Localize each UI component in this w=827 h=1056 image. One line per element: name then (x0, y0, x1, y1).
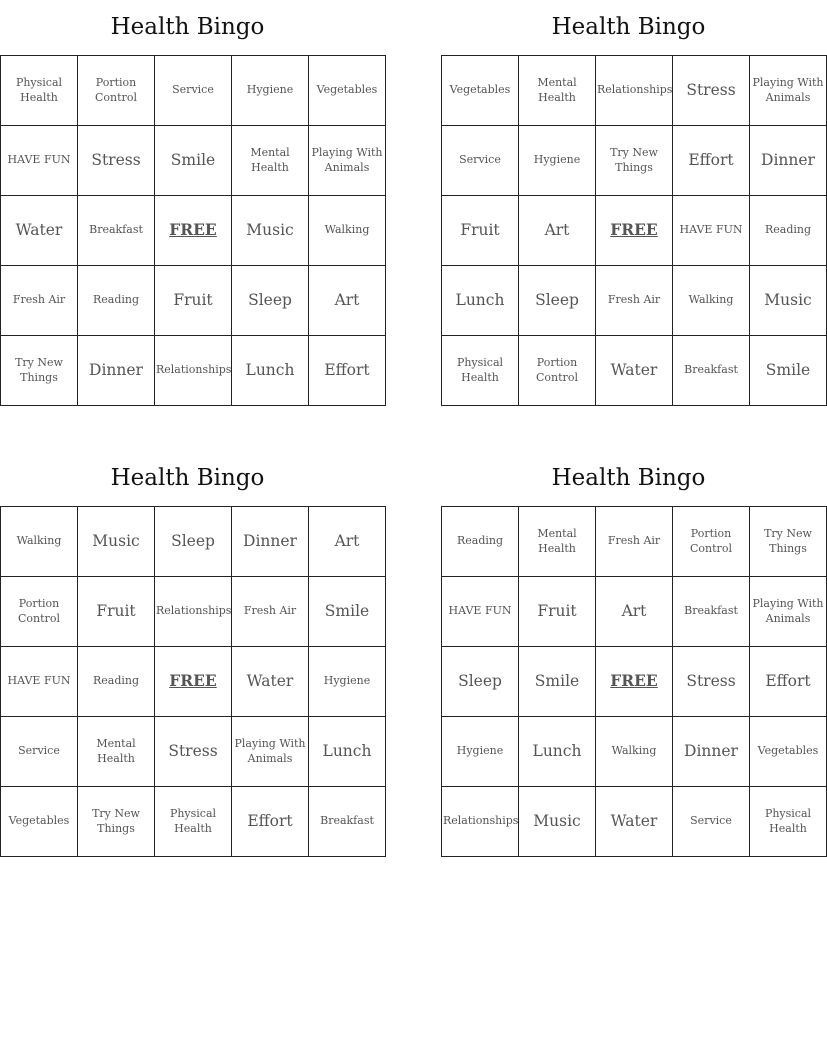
bingo-cell: Walking (596, 717, 673, 787)
bingo-cell: Music (750, 266, 827, 336)
bingo-cell: Hygiene (442, 717, 519, 787)
grid-row (1, 577, 386, 647)
bingo-cell: Fresh Air (232, 577, 309, 647)
bingo-cell: Music (78, 507, 155, 577)
bingo-cell: Try New Things (78, 787, 155, 857)
bingo-cell: HAVE FUN (1, 126, 78, 196)
bingo-cell: Sleep (442, 647, 519, 717)
card-title: Health Bingo (110, 465, 265, 491)
bingo-cell: Music (232, 196, 309, 266)
bingo-cell: Lunch (519, 717, 596, 787)
bingo-cell: Try New Things (1, 336, 78, 406)
free-space: FREE (596, 196, 673, 266)
bingo-cell: Lunch (442, 266, 519, 336)
grid-row (442, 126, 827, 196)
grid-row (1, 196, 386, 266)
bingo-cell: Relationships (442, 787, 519, 857)
bingo-cell: Fresh Air (596, 507, 673, 577)
bingo-cell: Water (1, 196, 78, 266)
grid-row (1, 126, 386, 196)
bingo-cell: Fruit (519, 577, 596, 647)
grid-row (1, 717, 386, 787)
grid-row (442, 577, 827, 647)
bingo-cell: Portion Control (673, 507, 750, 577)
bingo-cell: Walking (309, 196, 386, 266)
grid-row (442, 787, 827, 857)
bingo-cell: Effort (750, 647, 827, 717)
grid-row (442, 56, 827, 126)
bingo-cell: Relationships (596, 56, 673, 126)
bingo-cell: Physical Health (442, 336, 519, 406)
bingo-cell: Reading (750, 196, 827, 266)
card-title: Health Bingo (110, 14, 265, 40)
bingo-cell: Playing With Animals (309, 126, 386, 196)
bingo-cell: Fresh Air (596, 266, 673, 336)
bingo-cell: Water (596, 787, 673, 857)
free-space: FREE (596, 647, 673, 717)
bingo-cell: Effort (232, 787, 309, 857)
bingo-cell: Music (519, 787, 596, 857)
grid-row (442, 196, 827, 266)
grid-row (1, 336, 386, 406)
bingo-cell: Dinner (78, 336, 155, 406)
bingo-cell: Portion Control (519, 336, 596, 406)
bingo-cell: Portion Control (78, 56, 155, 126)
bingo-card-4 (441, 451, 824, 857)
bingo-cell: Breakfast (673, 577, 750, 647)
bingo-cell: Mental Health (232, 126, 309, 196)
bingo-cell: Walking (1, 507, 78, 577)
bingo-cell: Hygiene (309, 647, 386, 717)
bingo-cell: Relationships (155, 336, 232, 406)
bingo-cell: Service (442, 126, 519, 196)
bingo-cell: Playing With Animals (750, 577, 827, 647)
bingo-cell: Stress (155, 717, 232, 787)
bingo-cell: Mental Health (519, 56, 596, 126)
bingo-cell: HAVE FUN (1, 647, 78, 717)
bingo-cell: Physical Health (155, 787, 232, 857)
bingo-grid (0, 55, 386, 406)
bingo-cell: Mental Health (519, 507, 596, 577)
bingo-cell: Vegetables (750, 717, 827, 787)
bingo-cell: Hygiene (232, 56, 309, 126)
grid-row (442, 717, 827, 787)
bingo-cell: Breakfast (78, 196, 155, 266)
bingo-cell: Art (309, 507, 386, 577)
card-title: Health Bingo (551, 14, 706, 40)
bingo-cell: Art (519, 196, 596, 266)
bingo-cell: Service (155, 56, 232, 126)
bingo-cell: Stress (78, 126, 155, 196)
bingo-cell: Sleep (155, 507, 232, 577)
bingo-cell: Fruit (155, 266, 232, 336)
bingo-cell: Walking (673, 266, 750, 336)
grid-row (1, 56, 386, 126)
bingo-cell: Stress (673, 56, 750, 126)
bingo-cell: Try New Things (596, 126, 673, 196)
bingo-cell: Service (673, 787, 750, 857)
bingo-cell: Physical Health (1, 56, 78, 126)
grid-row (1, 266, 386, 336)
bingo-cell: Smile (155, 126, 232, 196)
free-space: FREE (155, 647, 232, 717)
bingo-cell: Dinner (232, 507, 309, 577)
bingo-cell: Effort (673, 126, 750, 196)
grid-row (1, 787, 386, 857)
bingo-cell: Smile (309, 577, 386, 647)
bingo-cell: Dinner (673, 717, 750, 787)
bingo-cell: Breakfast (309, 787, 386, 857)
bingo-grid (0, 506, 386, 857)
grid-row (442, 336, 827, 406)
bingo-cell: Reading (78, 647, 155, 717)
bingo-cell: Smile (750, 336, 827, 406)
bingo-cell: HAVE FUN (673, 196, 750, 266)
bingo-cell: Stress (673, 647, 750, 717)
bingo-cell: Playing With Animals (232, 717, 309, 787)
bingo-cell: Fruit (442, 196, 519, 266)
bingo-cell: Water (596, 336, 673, 406)
bingo-cell: Reading (442, 507, 519, 577)
bingo-cell: HAVE FUN (442, 577, 519, 647)
bingo-cell: Lunch (232, 336, 309, 406)
card-title: Health Bingo (551, 465, 706, 491)
bingo-cell: Art (309, 266, 386, 336)
grid-row (1, 647, 386, 717)
bingo-cell: Fresh Air (1, 266, 78, 336)
bingo-card-2 (441, 0, 824, 406)
bingo-cell: Art (596, 577, 673, 647)
bingo-card-3 (0, 451, 375, 857)
bingo-cell: Playing With Animals (750, 56, 827, 126)
bingo-cell: Service (1, 717, 78, 787)
bingo-grid (441, 506, 827, 857)
grid-row (1, 507, 386, 577)
bingo-cell: Effort (309, 336, 386, 406)
bingo-cell: Try New Things (750, 507, 827, 577)
bingo-cell: Relationships (155, 577, 232, 647)
bingo-cell: Fruit (78, 577, 155, 647)
bingo-grid (441, 55, 827, 406)
bingo-card-1 (0, 0, 383, 406)
bingo-cell: Vegetables (1, 787, 78, 857)
bingo-cell: Hygiene (519, 126, 596, 196)
bingo-cell: Smile (519, 647, 596, 717)
bingo-cell: Portion Control (1, 577, 78, 647)
bingo-cell: Vegetables (442, 56, 519, 126)
bingo-cell: Mental Health (78, 717, 155, 787)
bingo-cell: Physical Health (750, 787, 827, 857)
bingo-cell: Dinner (750, 126, 827, 196)
bingo-cell: Reading (78, 266, 155, 336)
bingo-cell: Sleep (232, 266, 309, 336)
bingo-cell: Vegetables (309, 56, 386, 126)
grid-row (442, 507, 827, 577)
bingo-cell: Sleep (519, 266, 596, 336)
free-space: FREE (155, 196, 232, 266)
bingo-cell: Breakfast (673, 336, 750, 406)
grid-row (442, 647, 827, 717)
grid-row (442, 266, 827, 336)
bingo-cell: Water (232, 647, 309, 717)
bingo-cell: Lunch (309, 717, 386, 787)
